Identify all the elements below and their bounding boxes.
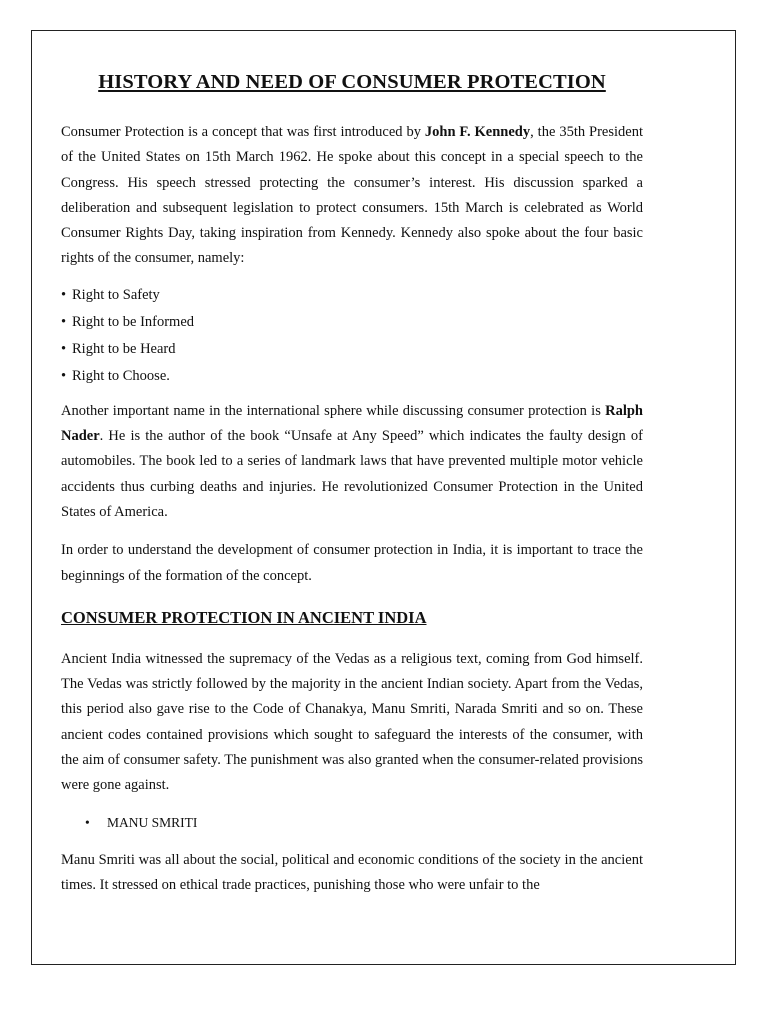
- document-body: [61, 70, 643, 898]
- bullet-icon: •: [61, 367, 67, 384]
- nader-text-2: . He is the author of the book “Unsafe at Any Speed” which indicates the faulty design of automobiles. The book led to a series of landmark laws that have prevented multiple motor vehicle accidents thus curbing deaths and injuries. He revolutionized Consumer Protection in the United States of America.: [61, 428, 643, 520]
- right-label: Right to Choose.: [72, 367, 170, 384]
- right-label: Right to Safety: [72, 286, 160, 303]
- bullet-icon: •: [61, 286, 67, 303]
- section-heading: CONSUMER PROTECTION IN ANCIENT INDIA: [61, 607, 427, 627]
- ancient-india-paragraph: Ancient India witnessed the supremacy of the Vedas as a religious text, coming from God himself. The Vedas was strictly followed by the majority in the ancient Indian society. Apart from the Vedas, this period also gave rise to the Code of Chanakya, Manu Smriti, Narada Smriti and so on. These ancient codes contained provisions which sought to safeguard the interests of the consumer, with the aim of consumer safety. The punishment was also granted when the consumer-related provisions were gone against.: [61, 650, 643, 794]
- bullet-icon: •: [61, 340, 67, 357]
- right-label: Right to be Heard: [72, 340, 176, 357]
- list-item: [61, 309, 643, 336]
- document-title: HISTORY AND NEED OF CONSUMER PROTECTION: [98, 71, 606, 93]
- nader-text-1: Another important name in the international sphere while discussing consumer protection is: [61, 402, 606, 419]
- list-item: [61, 363, 643, 390]
- intro-text-2: , the 35th President of the United States on 15th March 1962. He spoke about this concept in a special speech to the Congress. His speech stressed protecting the consumer’s interest. His discussion sparked a deliberation and subsequent legislation to protect consumers. 15th March is celebrated as World Consumer Rights Day, taking inspiration from Kennedy. Kennedy also spoke about the four basic rights of the consumer, namely:: [61, 124, 644, 267]
- sub-bullet-label: MANU SMRITI: [107, 814, 198, 830]
- india-intro-paragraph: In order to understand the development of consumer protection in India, it is important to trace the beginnings of the formation of the concept.: [61, 542, 643, 584]
- sub-bullet-list: [61, 811, 643, 835]
- manu-smriti-paragraph: Manu Smriti was all about the social, political and economic conditions of the society in the ancient times. It stressed on ethical trade practices, punishing those who were unfair to the: [61, 851, 643, 893]
- consumer-rights-list: [61, 282, 643, 390]
- intro-text-1: Consumer Protection is a concept that was first introduced by: [61, 124, 425, 140]
- list-item: [61, 282, 643, 309]
- right-label: Right to be Informed: [72, 313, 195, 330]
- kennedy-name: John F. Kennedy: [424, 124, 531, 140]
- bullet-icon: •: [85, 814, 90, 830]
- list-item: [85, 811, 643, 835]
- intro-paragraph: [61, 120, 643, 272]
- bullet-icon: •: [61, 313, 67, 330]
- nader-name: Ralph Nader: [61, 402, 643, 445]
- list-item: [61, 336, 643, 363]
- nader-paragraph: [61, 399, 643, 525]
